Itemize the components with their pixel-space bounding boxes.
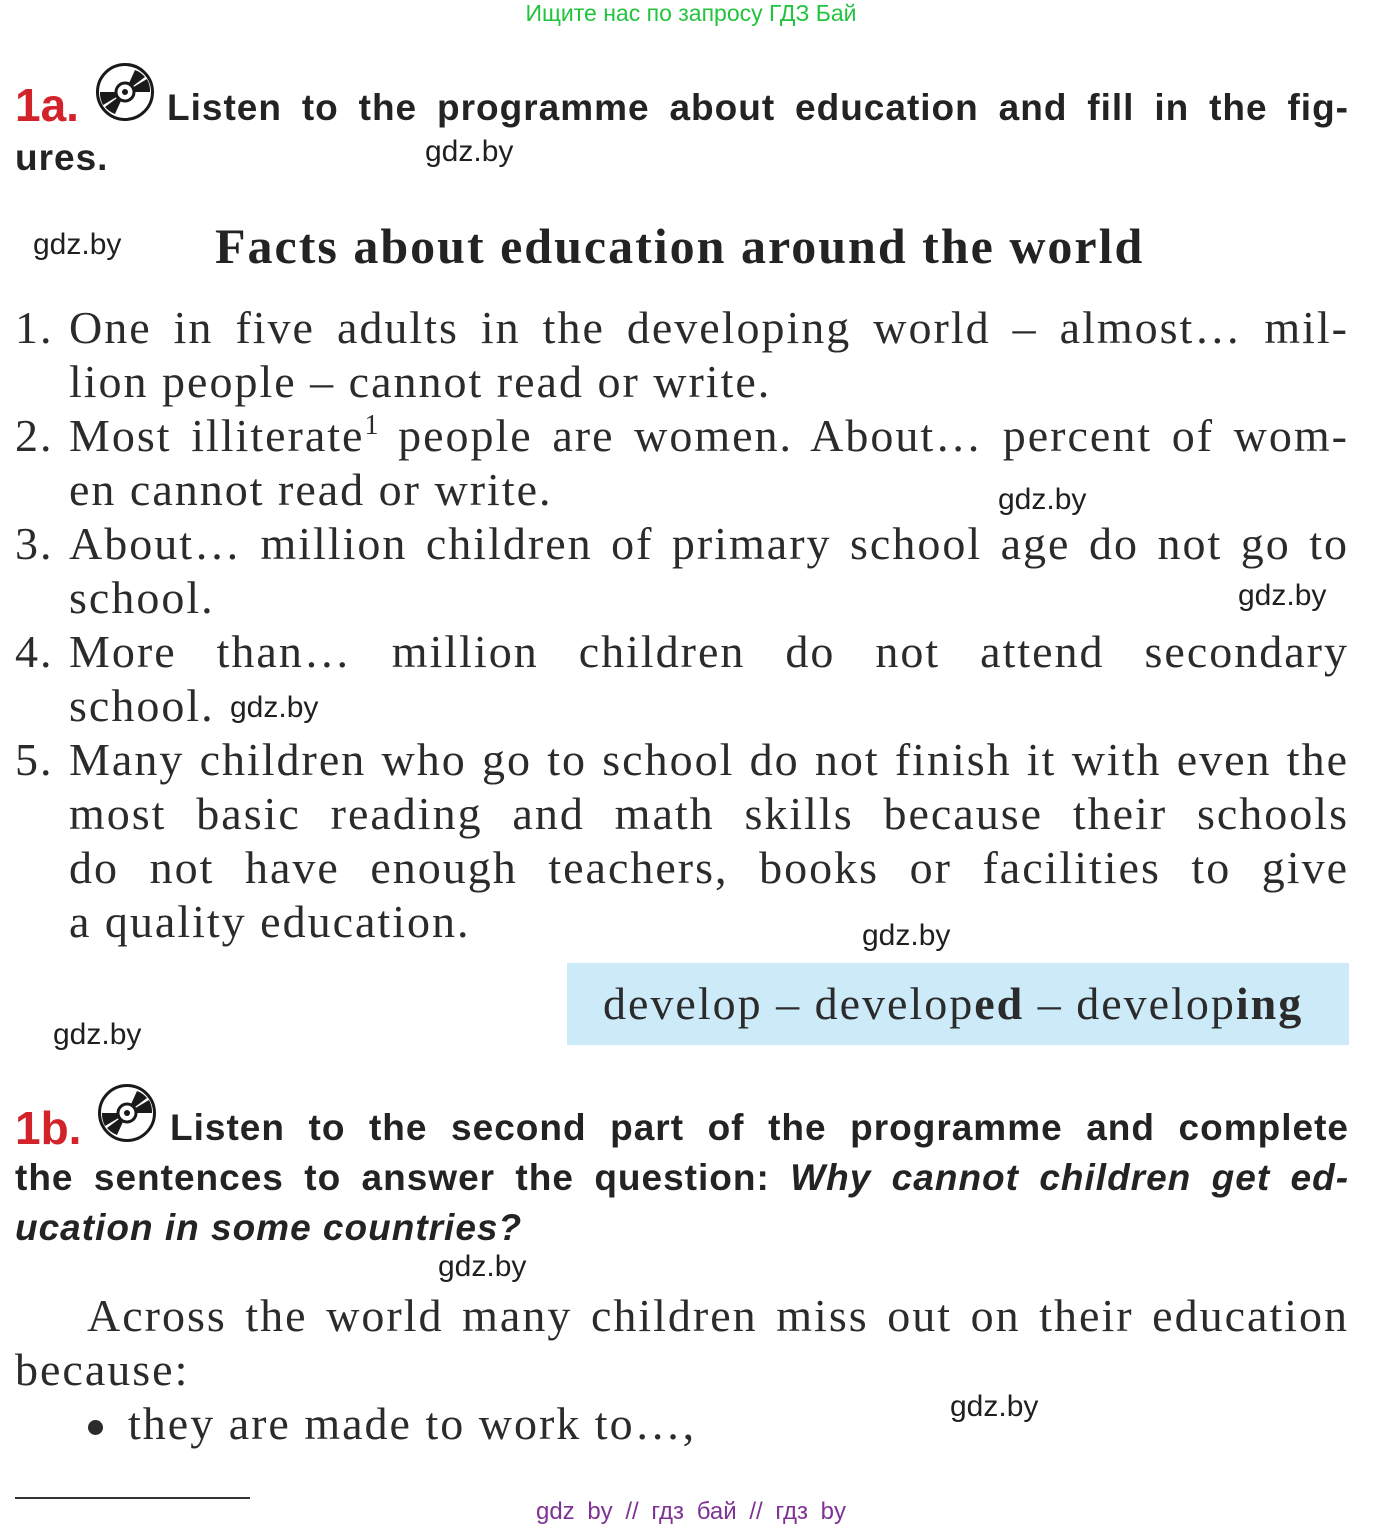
watermark: gdz.by — [862, 919, 951, 952]
instruction-line: Listen to the second part of the programme and complete — [170, 1107, 1349, 1148]
footnote-mark: 1 — [364, 410, 379, 441]
top-search-banner: Ищите нас по запросу ГДЗ Бай — [525, 0, 857, 26]
bullet-item: they are made to work to…, — [128, 1398, 697, 1449]
fact-line: most basic reading and math skills because their schools — [69, 788, 1349, 839]
fact-item-1 — [15, 301, 1349, 409]
facts-title: Facts about education around the world — [215, 218, 1145, 274]
watermark: gdz.by — [230, 691, 319, 724]
footer-watermark: gdz by // гдз бай // гдз by — [535, 1498, 847, 1525]
fact-line: Many children who go to school do not finish it with even the — [69, 734, 1349, 785]
watermark: gdz.by — [438, 1250, 527, 1283]
watermark: gdz.by — [33, 228, 122, 261]
word-box-suffix: ed — [974, 978, 1025, 1029]
watermark: gdz.by — [53, 1018, 142, 1051]
watermark: gdz.by — [998, 483, 1087, 516]
fact-item-2 — [15, 409, 1349, 517]
facts-list — [15, 301, 1349, 949]
instruction-line: ures. — [15, 137, 109, 178]
fact-line: More than… million children do not attend secondary — [69, 626, 1349, 677]
fact-line: One in five adults in the developing world – almost… mil- — [69, 302, 1349, 353]
paragraph-line: because: — [15, 1344, 190, 1395]
fact-line — [69, 409, 1349, 463]
fact-number: 2. — [15, 410, 54, 461]
fact-line: lion people – cannot read or write. — [69, 356, 772, 407]
watermark: gdz.by — [425, 135, 514, 168]
watermark: gdz.by — [1238, 579, 1327, 612]
fact-line: school. — [69, 572, 215, 623]
cd-audio-icon — [97, 1083, 157, 1143]
exercise-number: 1a. — [15, 79, 79, 131]
fact-line: About… million children of primary school age do not go to — [69, 518, 1349, 569]
word-box-text: develop – develop — [603, 978, 975, 1029]
instruction-line — [15, 1153, 1349, 1203]
fact-item-3 — [15, 517, 1349, 625]
word-box-suffix: ing — [1235, 978, 1304, 1029]
fact-number: 4. — [15, 626, 54, 677]
fact-item-5 — [15, 733, 1349, 949]
word-box-text: – develop — [1024, 978, 1236, 1029]
instruction-line: Listen to the programme about education and fill in the fig- — [167, 87, 1349, 128]
fact-number: 1. — [15, 302, 54, 353]
exercise-number: 1b. — [15, 1102, 82, 1154]
word-formation-box — [567, 963, 1349, 1045]
fact-line-text: people are women. About… percent of wom- — [378, 410, 1349, 461]
fact-number: 5. — [15, 734, 54, 785]
fact-line: school. — [69, 680, 215, 731]
instruction-text: the sentences to answer the question: — [15, 1157, 770, 1198]
bullet-icon — [88, 1420, 103, 1435]
question-text: Why cannot children get ed- — [790, 1157, 1350, 1198]
watermark: gdz.by — [950, 1390, 1039, 1423]
cd-audio-icon — [95, 62, 155, 122]
question-text: ucation in some countries? — [15, 1207, 523, 1248]
fact-line: en cannot read or write. — [69, 464, 553, 515]
fact-number: 3. — [15, 518, 54, 569]
paragraph-line: Across the world many children miss out on their education — [87, 1290, 1349, 1341]
fact-line-text: Most illiterate — [69, 410, 365, 461]
fact-line: a quality education. — [69, 896, 471, 947]
fact-line: do not have enough teachers, books or facilities to give — [69, 842, 1349, 893]
fact-item-4 — [15, 625, 1349, 733]
